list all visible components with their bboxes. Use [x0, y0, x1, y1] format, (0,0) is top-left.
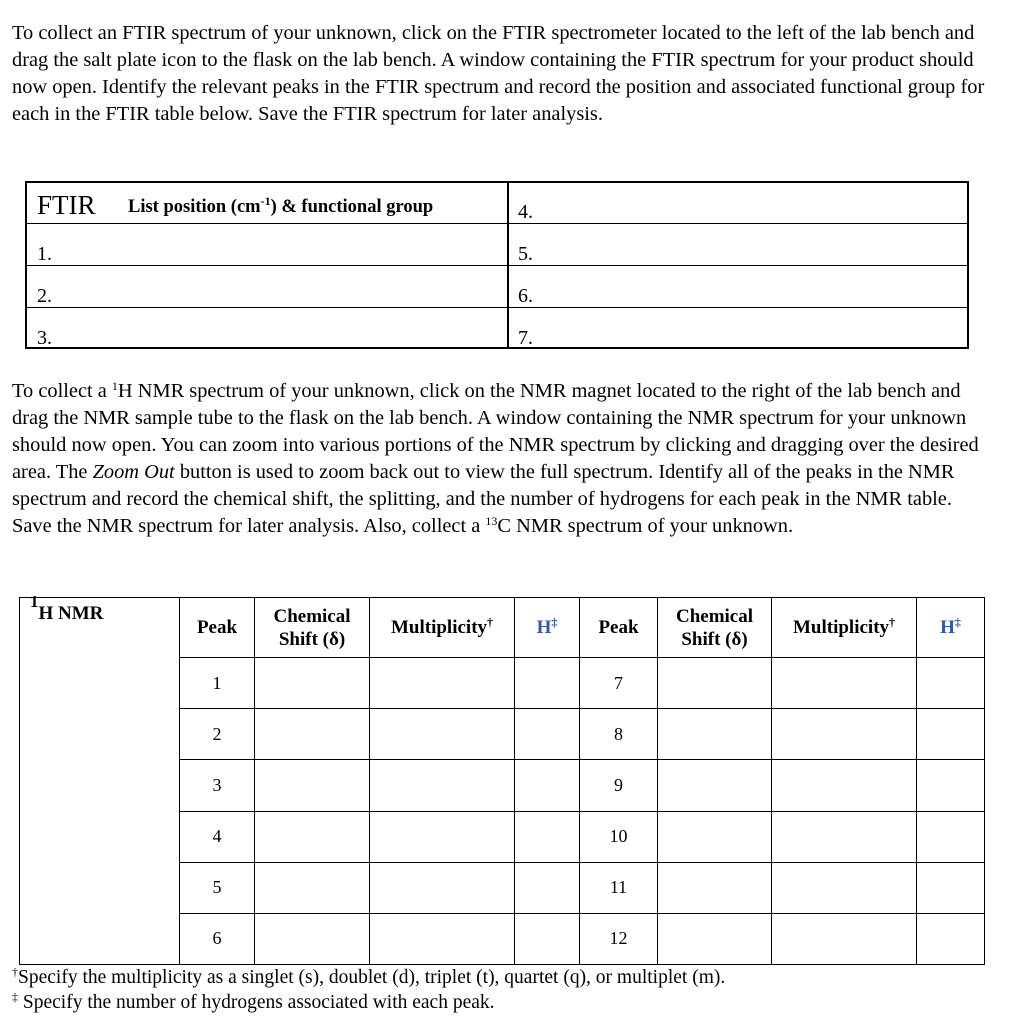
- hydrogens-cell[interactable]: [917, 760, 985, 811]
- peak-number: 7: [580, 658, 658, 709]
- ftir-entry-3[interactable]: 3.: [37, 327, 52, 349]
- multiplicity-cell[interactable]: [370, 709, 515, 760]
- hydrogens-cell[interactable]: [515, 913, 580, 964]
- ftir-row-divider: [27, 265, 967, 266]
- multiplicity-cell[interactable]: [772, 709, 917, 760]
- multiplicity-cell[interactable]: [370, 913, 515, 964]
- multiplicity-cell[interactable]: [370, 658, 515, 709]
- peak-number: 8: [580, 709, 658, 760]
- col-hydrogens: H‡: [515, 598, 580, 658]
- nmr-table-title: $^1$H NMR: [20, 598, 180, 965]
- multiplicity-cell[interactable]: [370, 862, 515, 913]
- multiplicity-cell[interactable]: [370, 760, 515, 811]
- peak-number: 12: [580, 913, 658, 964]
- peak-number: 5: [180, 862, 255, 913]
- ftir-entry-5[interactable]: 5.: [518, 243, 533, 265]
- ftir-entry-7[interactable]: 7.: [518, 327, 533, 349]
- col-peak: Peak: [180, 598, 255, 658]
- footnote-multiplicity: †Specify the multiplicity as a singlet (s), doublet (d), triplet (t), quartet (q), or multiplet (m).: [12, 965, 726, 988]
- shift-cell[interactable]: [658, 913, 772, 964]
- ftir-table-title: FTIR: [37, 190, 96, 220]
- hydrogens-cell[interactable]: [917, 658, 985, 709]
- shift-cell[interactable]: [255, 862, 370, 913]
- hydrogens-cell[interactable]: [515, 862, 580, 913]
- footnote-hydrogens: ‡ Specify the number of hydrogens associated with each peak.: [12, 990, 495, 1013]
- nmr-table: [19, 592, 985, 965]
- peak-number: 10: [580, 811, 658, 862]
- hydrogens-cell[interactable]: [515, 658, 580, 709]
- shift-cell[interactable]: [658, 862, 772, 913]
- col-multiplicity: Multiplicity†: [772, 598, 917, 658]
- ftir-instructions: To collect an FTIR spectrum of your unknown, click on the FTIR spectrometer located to the left of the lab bench and drag the salt plate icon to the flask on the lab bench. A window containing the FTIR spectrum for your product should now open. Identify the relevant peaks in the FTIR spectrum and record the position and associated functional group for each in the FTIR table below. Save the FTIR spectrum for later analysis.: [12, 22, 985, 125]
- multiplicity-cell[interactable]: [772, 658, 917, 709]
- hydrogens-cell[interactable]: [917, 862, 985, 913]
- hydrogens-cell[interactable]: [917, 709, 985, 760]
- shift-cell[interactable]: [658, 658, 772, 709]
- col-chemical-shift: Chemical Shift (δ): [658, 598, 772, 658]
- nmr-instructions: To collect a $^1$H NMR spectrum of your unknown, click on the NMR magnet located to the right of the lab bench and drag the NMR sample tube to the flask on the lab bench. A window containing the NMR spectrum for your unknown should now open. You can zoom into various portions of the NMR spectrum by clicking and dragging over the desired area. The Zoom Out button is used to zoom back out to view the full spectrum. Identify all of the peaks in the NMR spectrum and record the chemical shift, the splitting, and the number of hydrogens for each peak in the NMR table. Save the NMR spectrum for later analysis. Also, collect a $^{13}$C NMR spectrum of your unknown.: [12, 379, 979, 537]
- peak-number: 11: [580, 862, 658, 913]
- hydrogens-cell[interactable]: [515, 709, 580, 760]
- ftir-row-divider: [27, 307, 967, 308]
- shift-cell[interactable]: [255, 811, 370, 862]
- multiplicity-cell[interactable]: [772, 811, 917, 862]
- peak-number: 1: [180, 658, 255, 709]
- shift-cell[interactable]: [658, 811, 772, 862]
- shift-cell[interactable]: [255, 709, 370, 760]
- multiplicity-cell[interactable]: [772, 913, 917, 964]
- shift-cell[interactable]: [658, 760, 772, 811]
- peak-number: 2: [180, 709, 255, 760]
- multiplicity-cell[interactable]: [772, 862, 917, 913]
- peak-number: 6: [180, 913, 255, 964]
- ftir-entry-1[interactable]: 1.: [37, 243, 52, 265]
- shift-cell[interactable]: [255, 760, 370, 811]
- col-chemical-shift: Chemical Shift (δ): [255, 598, 370, 658]
- peak-number: 3: [180, 760, 255, 811]
- shift-cell[interactable]: [255, 913, 370, 964]
- ftir-row-divider: [27, 223, 967, 224]
- ftir-entry-6[interactable]: 6.: [518, 285, 533, 307]
- ftir-column-header: List position $(cm^{-1})$ & functional group: [128, 194, 434, 217]
- nmr-header-row: [20, 598, 985, 658]
- ftir-entry-2[interactable]: 2.: [37, 285, 52, 307]
- hydrogens-cell[interactable]: [515, 760, 580, 811]
- hydrogens-cell[interactable]: [515, 811, 580, 862]
- hydrogens-cell[interactable]: [917, 913, 985, 964]
- shift-cell[interactable]: [658, 709, 772, 760]
- multiplicity-cell[interactable]: [772, 760, 917, 811]
- peak-number: 4: [180, 811, 255, 862]
- col-multiplicity: Multiplicity†: [370, 598, 515, 658]
- multiplicity-cell[interactable]: [370, 811, 515, 862]
- ftir-table: [25, 181, 969, 349]
- col-hydrogens: H‡: [917, 598, 985, 658]
- hydrogens-cell[interactable]: [917, 811, 985, 862]
- shift-cell[interactable]: [255, 658, 370, 709]
- col-peak: Peak: [580, 598, 658, 658]
- ftir-entry-4[interactable]: 4.: [518, 201, 533, 223]
- peak-number: 9: [580, 760, 658, 811]
